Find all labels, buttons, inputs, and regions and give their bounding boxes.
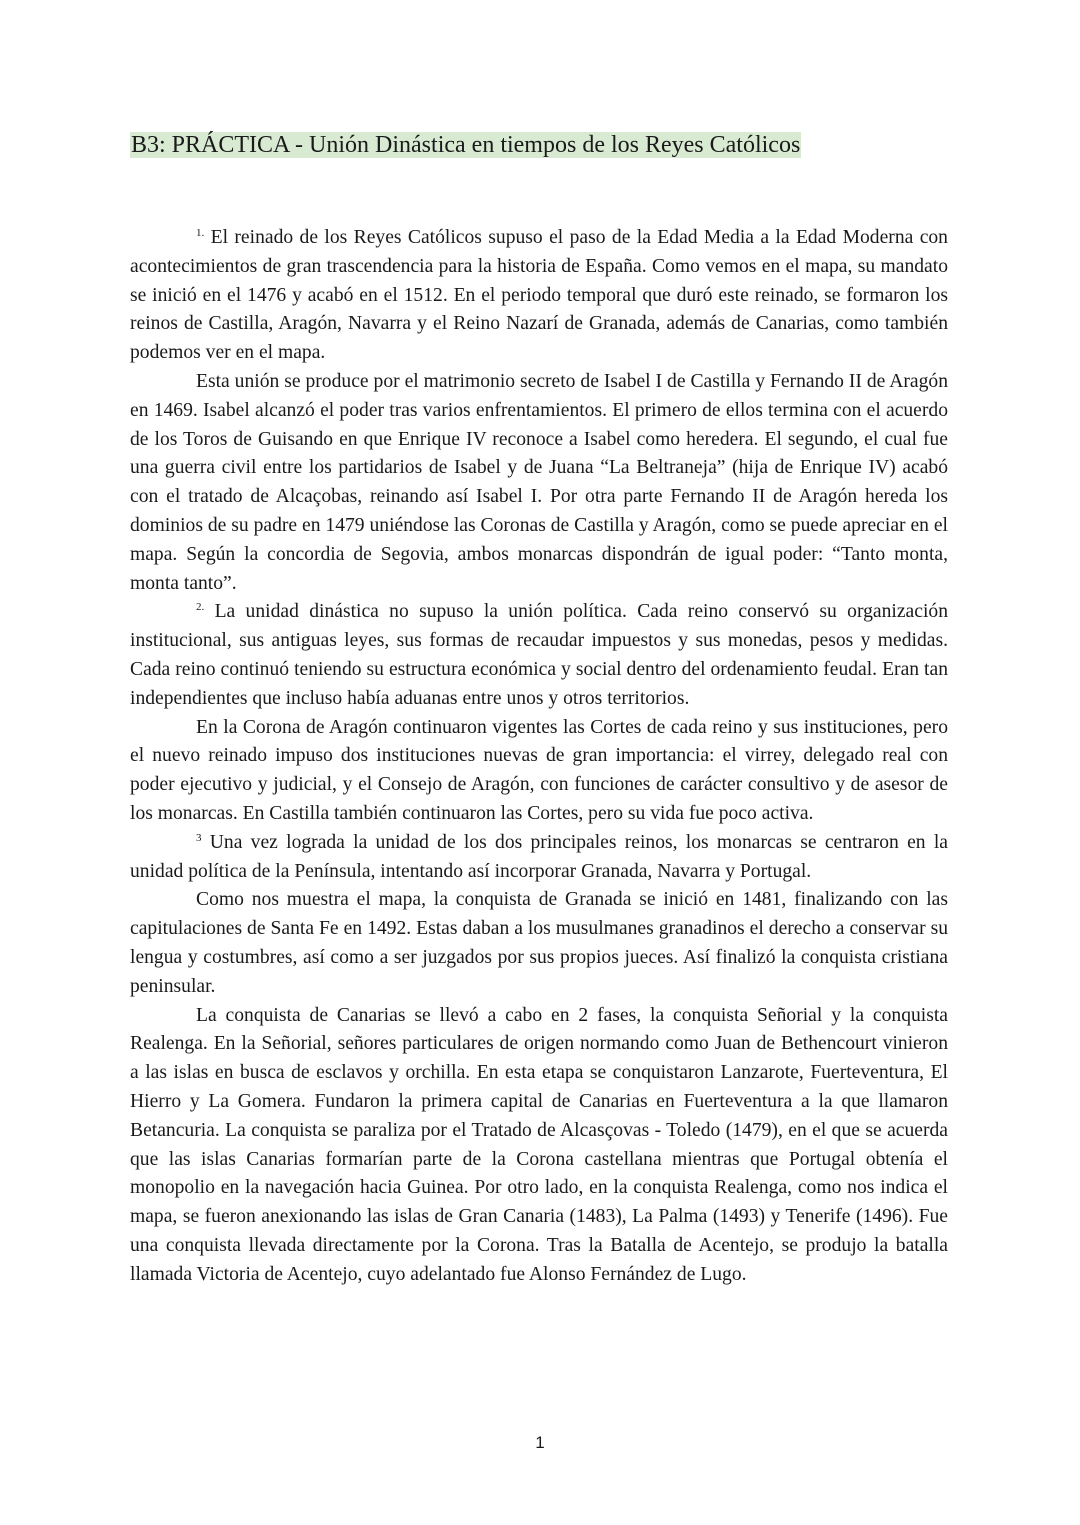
paragraph-1 — [130, 224, 948, 368]
page-title — [130, 129, 801, 161]
paragraph-2-text: Esta unión se produce por el matrimonio secreto de Isabel I de Castilla y Fernando II de Aragón en 1469. Isabel alcanzó el poder tras varios enfrentamientos. El primero de ellos termina con el acuerdo de los Toros de Guisando en que Enrique IV reconoce a Isabel como heredera. El segundo, el cual fue una guerra civil entre los partidarios de Isabel y de Juana “La Beltraneja” (hija de Enrique IV) acabó con el tratado de Alcaçobas, reinando así Isabel I. Por otra parte Fernando II de Aragón hereda los dominios de su padre en 1479 uniéndose las Coronas de Castilla y Aragón, como se puede apreciar en el mapa. Según la concordia de Segovia, ambos monarcas dispondrán de igual poder: “Tanto monta, monta tanto”. — [130, 370, 948, 594]
paragraph-6 — [130, 886, 948, 1001]
paragraph-2 — [130, 368, 948, 598]
document-body — [130, 224, 948, 1289]
section-number-2: 2. — [196, 601, 205, 614]
page-number: 1 — [535, 1433, 545, 1452]
paragraph-5-text: Una vez lograda la unidad de los dos principales reinos, los monarcas se centraron en la unidad política de la Península, intentando así incorporar Granada, Navarra y Portugal. — [130, 831, 948, 882]
paragraph-3 — [130, 598, 948, 713]
paragraph-7-text: La conquista de Canarias se llevó a cabo en 2 fases, la conquista Señorial y la conquista Realenga. En la Señorial, señores particulares de origen normando como Juan de Bethencourt vinieron a las islas en busca de esclavos y orchilla. En esta etapa se conquistaron Lanzarote, Fuerteventura, El Hierro y La Gomera. Fundaron la primera capital de Canarias en Fuerteventura a la que llamaron Betancuria. La conquista se paraliza por el Tratado de Alcasçovas - Toledo (1479), en el que se acuerda que las islas Canarias formarían parte de la Corona castellana mientras que Portugal obtenía el monopolio en la navegación hacia Guinea. Por otro lado, en la conquista Realenga, como nos indica el mapa, se fueron anexionando las islas de Gran Canaria (1483), La Palma (1493) y Tenerife (1496). Fue una conquista llevada directamente por la Corona. Tras la Batalla de Acentejo, se produjo la batalla llamada Victoria de Acentejo, cuyo adelantado fue Alonso Fernández de Lugo. — [130, 1004, 948, 1285]
section-number-1: 1. — [196, 227, 205, 239]
paragraph-5 — [130, 829, 948, 887]
section-number-3: 3 — [196, 831, 202, 844]
paragraph-3-text: La unidad dinástica no supuso la unión política. Cada reino conservó su organización institucional, sus antiguas leyes, sus formas de recaudar impuestos y sus monedas, pesos y medidas. Cada reino continuó teniendo su estructura económica y social dentro del ordenamiento feudal. Eran tan independientes que incluso había aduanas entre unos y otros territorios. — [130, 601, 948, 709]
paragraph-4-text: En la Corona de Aragón continuaron vigentes las Cortes de cada reino y sus instituciones, pero el nuevo reinado impuso dos instituciones nuevas de gran importancia: el virrey, delegado real con poder ejecutivo y judicial, y el Consejo de Aragón, con funciones de carácter consultivo y de asesor de los monarcas. En Castilla también continuaron las Cortes, pero su vida fue poco activa. — [130, 716, 948, 824]
paragraph-4 — [130, 714, 948, 829]
page-title-text: B3: PRÁCTICA - Unión Dinástica en tiempos de los Reyes Católicos — [131, 132, 801, 158]
paragraph-7 — [130, 1002, 948, 1290]
paragraph-6-text: Como nos muestra el mapa, la conquista de Granada se inició en 1481, finalizando con las capitulaciones de Santa Fe en 1492. Estas daban a los musulmanes granadinos el derecho a conservar su lengua y costumbres, así como a ser juzgados por sus propios jueces. Así finalizó la conquista cristiana peninsular. — [130, 889, 948, 997]
paragraph-1-text: El reinado de los Reyes Católicos supuso el paso de la Edad Media a la Edad Moderna con acontecimientos de gran trascendencia para la historia de España. Como vemos en el mapa, su mandato se inició en el 1476 y acabó en el 1512. En el periodo temporal que duró este reinado, se formaron los reinos de Castilla, Aragón, Navarra y el Reino Nazarí de Granada, además de Canarias, como también podemos ver en el mapa. — [130, 227, 948, 364]
